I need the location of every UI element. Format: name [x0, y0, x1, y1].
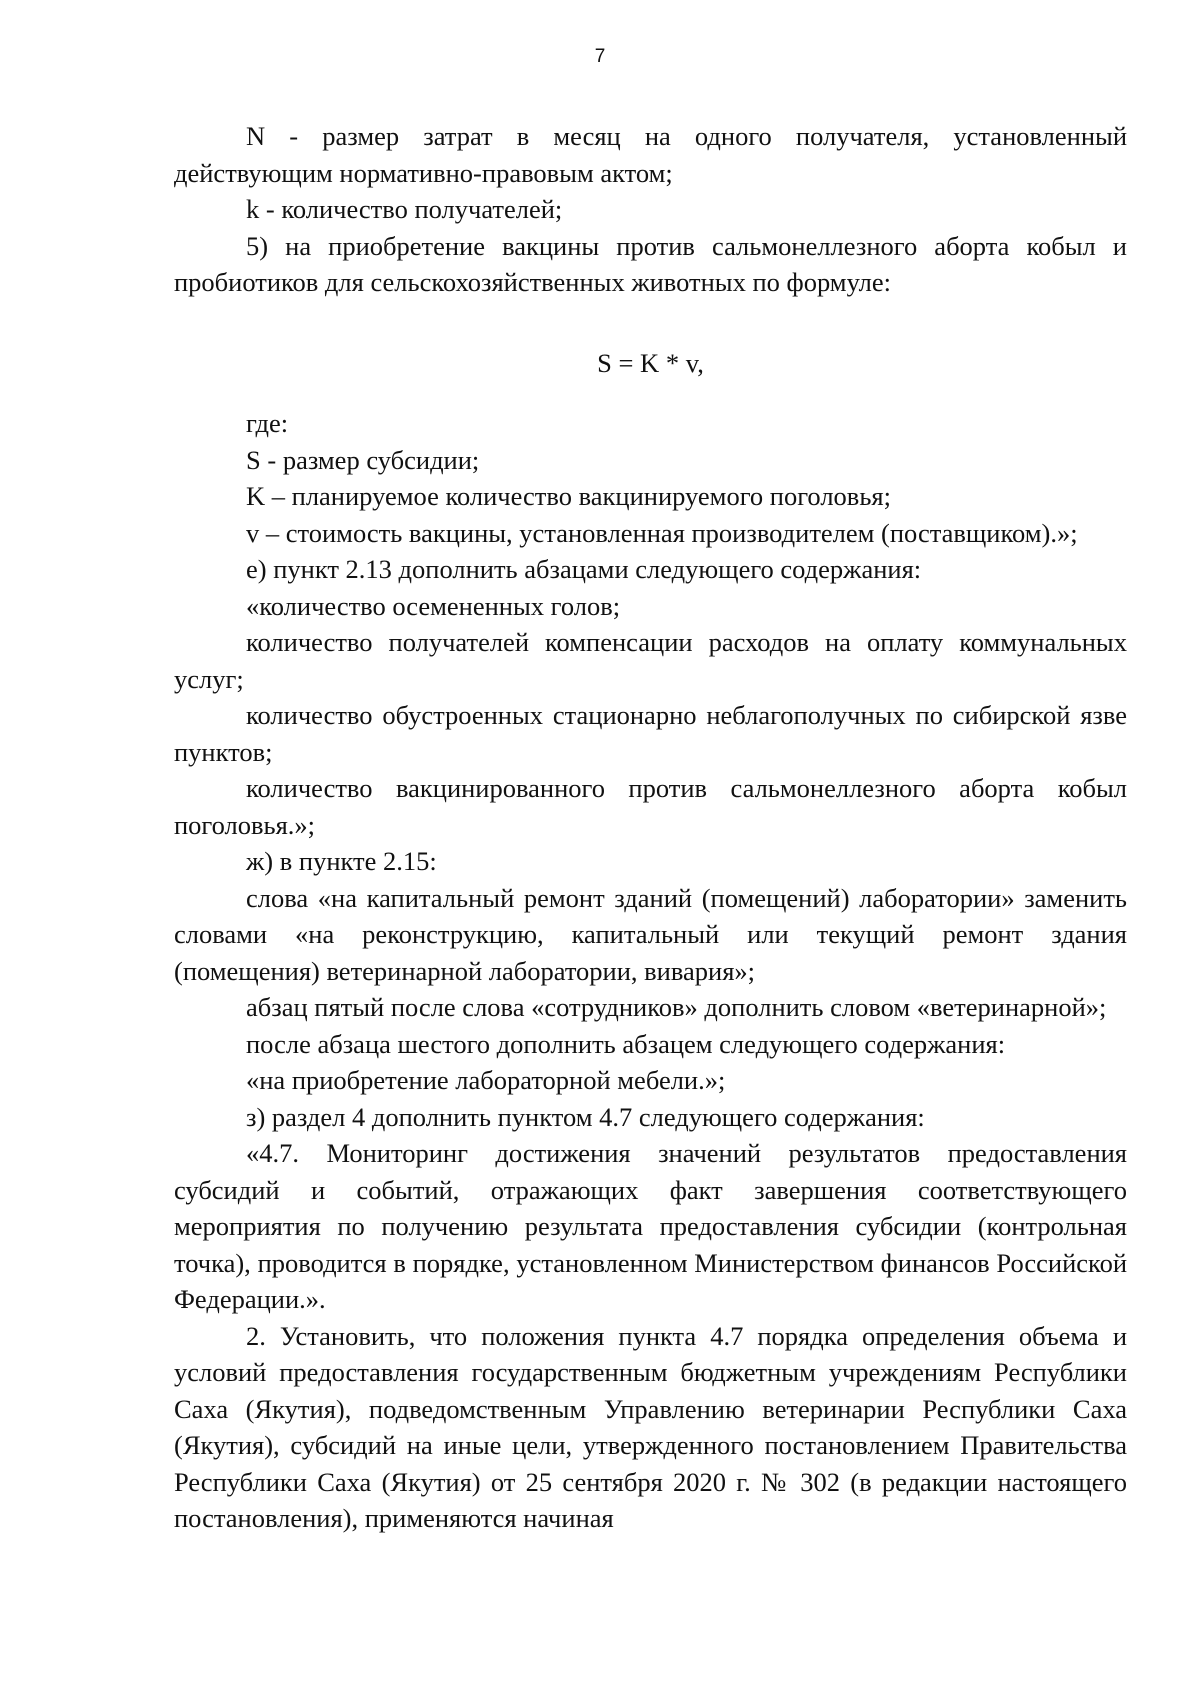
paragraph-lab-furniture: «на приобретение лабораторной мебели.»; — [246, 1065, 726, 1095]
paragraph-n-definition: N - размер затрат в месяц на одного получателя, установленный действующим нормативно-правовым актом; — [174, 121, 1127, 188]
paragraph-fifth-abzac: абзац пятый после слова «сотрудников» дополнить словом «ветеринарной»; — [246, 992, 1107, 1022]
paragraph-after-sixth: после абзаца шестого дополнить абзацем следующего содержания: — [246, 1028, 1006, 1059]
paragraph-item-2: 2. Установить, что положения пункта 4.7 порядка определения объема и условий предоставления государственным бюджетным учреждениям Республики Саха (Якутия), подведомственным Управлению ветеринарии Республики Саха (Якутия), субсидий на иные цели, утвержденного постановлением Правительства Республики Саха (Якутия) от 25 сентября 2020 г. № 302 (в редакции настоящего постановления), применяются начиная — [174, 1320, 1127, 1533]
paragraph-anthrax-points: количество обустроенных стационарно неблагополучных по сибирской язве пунктов; — [174, 700, 1127, 767]
paragraph-compensation-recipients: количество получателей компенсации расходов на оплату коммунальных услуг; — [174, 627, 1127, 694]
paragraph-where: где: — [246, 408, 289, 438]
paragraph-inseminated-heads: «количество осемененных голов; — [246, 590, 621, 621]
paragraph-k-vaccine-definition: K – планируемое количество вакцинируемого поголовья; — [246, 481, 891, 511]
paragraph-item-5: 5) на приобретение вакцины против сальмонеллезного аборта кобыл и пробиотиков для сельскохозяйственных животных по формуле: — [174, 230, 1127, 297]
document-body — [174, 118, 1127, 1537]
page-number: 7 — [594, 46, 606, 67]
paragraph-item-e: е) пункт 2.13 дополнить абзацами следующего содержания: — [246, 554, 922, 584]
paragraph-k-definition: k - количество получателей; — [246, 194, 563, 224]
paragraph-4-7-monitoring: «4.7. Мониторинг достижения значений результатов предоставления субсидий и событий, отражающих факт завершения соответствующего мероприятия по получению результата предоставления субсидии (контрольная точка), проводится в порядке, установленном Министерством финансов Российской Федерации.». — [174, 1138, 1127, 1314]
paragraph-vaccinated-livestock: количество вакцинированного против сальмонеллезного аборта кобыл поголовья.»; — [174, 773, 1127, 840]
paragraph-words-replace: слова «на капитальный ремонт зданий (помещений) лаборатории» заменить словами «на реконструкцию, капитальный или текущий ремонт здания (помещения) ветеринарной лаборатории, вивария»; — [174, 882, 1127, 986]
paragraph-v-definition: v – стоимость вакцины, установленная производителем (поставщиком).»; — [246, 517, 1078, 548]
formula: S = K * v, — [597, 347, 704, 378]
paragraph-item-z: з) раздел 4 дополнить пунктом 4.7 следующего содержания: — [246, 1101, 925, 1132]
paragraph-item-zh: ж) в пункте 2.15: — [246, 846, 437, 876]
paragraph-s-definition: S - размер субсидии; — [246, 444, 480, 475]
